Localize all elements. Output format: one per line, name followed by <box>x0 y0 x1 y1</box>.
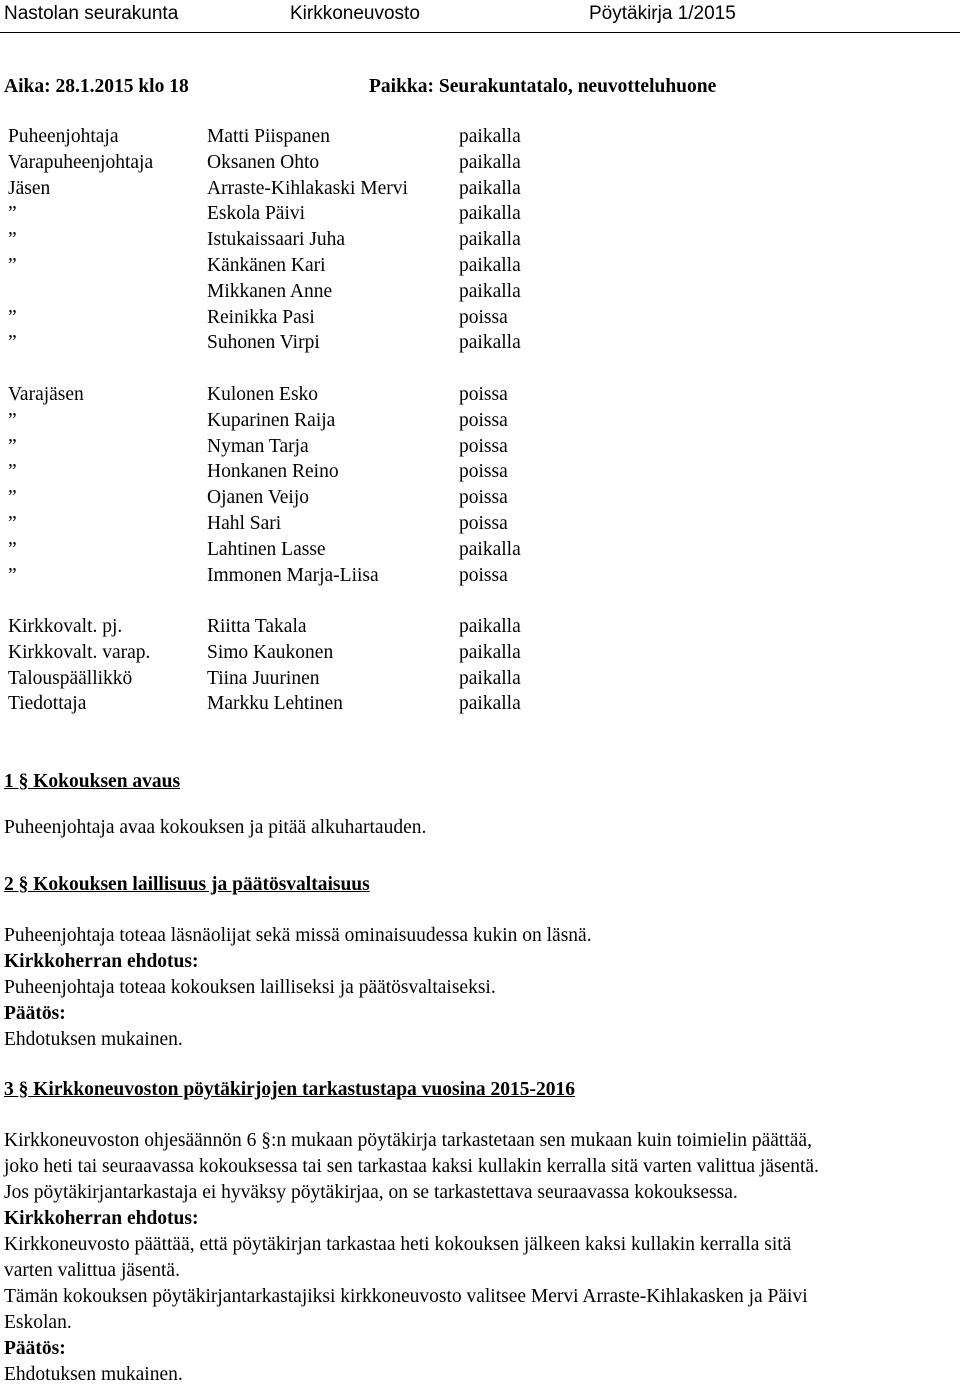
attendance-status: paikalla <box>459 126 521 147</box>
section-3-proposal2-line-1: Tämän kokouksen pöytäkirjantarkastajiksi kirkkoneuvosto valitsee Mervi Arraste-Kihlakasken ja Päivi <box>4 1286 808 1307</box>
header-body: Kirkkoneuvosto <box>290 3 420 24</box>
attendance-row <box>0 537 960 563</box>
attendance-status: paikalla <box>459 693 521 715</box>
attendee-name: Honkanen Reino <box>207 461 339 483</box>
attendance-row <box>0 330 960 356</box>
member-list <box>0 124 960 356</box>
section-3-heading: 3 § Kirkkoneuvoston pöytäkirjojen tarkastustapa vuosina 2015-2016 <box>4 1079 575 1100</box>
section-3 <box>4 1077 954 1388</box>
attendee-name: Immonen Marja-Liisa <box>207 564 379 586</box>
page-header <box>4 0 956 30</box>
meeting-place: Paikka: Seurakuntatalo, neuvotteluhuone <box>369 76 717 97</box>
attendance-row <box>0 382 960 408</box>
header-organization: Nastolan seurakunta <box>4 3 179 24</box>
section-3-para-line-2: joko heti tai seuraavassa kokouksessa tai sen tarkastaa kaksi kullakin kerralla sitä varten valittua jäsentä. <box>4 1156 819 1177</box>
section-2-proposal-label: Kirkkoherran ehdotus: <box>4 951 199 972</box>
attendance-row <box>0 124 960 150</box>
attendee-name: Istukaissaari Juha <box>207 229 346 251</box>
attendance-row <box>0 253 960 279</box>
attendee-name: Nyman Tarja <box>207 435 309 457</box>
attendance-row <box>0 201 960 227</box>
section-2-decision-label: Päätös: <box>4 1003 66 1024</box>
attendance-row <box>0 150 960 176</box>
attendance-status: poissa <box>459 487 508 509</box>
attendee-name: Simo Kaukonen <box>207 641 334 663</box>
attendance-status: paikalla <box>459 332 521 354</box>
attendance-status: paikalla <box>459 177 521 199</box>
section-3-proposal-line-2: varten valittua jäsentä. <box>4 1260 180 1281</box>
attendee-role: Jäsen <box>8 177 51 199</box>
attendance-status: poissa <box>459 384 508 405</box>
attendee-name: Mikkanen Anne <box>207 280 333 302</box>
attendee-name: Markku Lehtinen <box>207 693 343 715</box>
attendance-row <box>0 408 960 434</box>
attendee-role: ” <box>8 203 17 225</box>
section-3-decision-label: Päätös: <box>4 1338 66 1359</box>
attendee-name: Ojanen Veijo <box>207 487 309 509</box>
attendance-row <box>0 614 960 640</box>
attendance-status: paikalla <box>459 203 521 225</box>
attendee-name: Arraste-Kihlakaski Mervi <box>207 177 408 199</box>
section-2-decision: Ehdotuksen mukainen. <box>4 1029 183 1050</box>
attendance-status: poissa <box>459 409 508 431</box>
attendee-role: ” <box>8 461 17 483</box>
attendee-role: Varajäsen <box>8 384 84 405</box>
attendance-row <box>0 227 960 253</box>
attendee-role: ” <box>8 487 17 509</box>
attendance-status: paikalla <box>459 538 521 560</box>
attendance-row <box>0 459 960 485</box>
attendee-role: ” <box>8 564 17 586</box>
section-3-proposal-label: Kirkkoherran ehdotus: <box>4 1208 199 1229</box>
attendee-role: ” <box>8 306 17 328</box>
attendance-row <box>0 511 960 537</box>
attendance-row <box>0 666 960 692</box>
attendance-row <box>0 279 960 305</box>
attendee-role: Tiedottaja <box>8 693 87 715</box>
attendee-role: Talouspäällikkö <box>8 667 133 689</box>
section-1-text: Puheenjohtaja avaa kokouksen ja pitää alkuhartauden. <box>4 817 427 838</box>
attendance-row <box>0 691 960 717</box>
attendee-name: Kulonen Esko <box>207 384 319 405</box>
section-3-para-line-1: Kirkkoneuvoston ohjesäännön 6 §:n mukaan pöytäkirja tarkastetaan sen mukaan kuin toimielin päättää, <box>4 1130 812 1151</box>
attendance-status: paikalla <box>459 616 521 637</box>
attendance-row <box>0 305 960 331</box>
section-2 <box>4 872 954 1053</box>
attendee-name: Matti Piispanen <box>207 126 330 147</box>
section-3-proposal2-line-2: Eskolan. <box>4 1312 72 1333</box>
attendance-row <box>0 563 960 589</box>
attendee-role: ” <box>8 512 17 534</box>
attendee-role: ” <box>8 332 17 354</box>
section-2-proposal: Puheenjohtaja toteaa kokouksen lailliseksi ja päätösvaltaiseksi. <box>4 977 496 998</box>
attendance-status: poissa <box>459 461 508 483</box>
attendance-row <box>0 640 960 666</box>
attendance-status: poissa <box>459 435 508 457</box>
section-3-decision: Ehdotuksen mukainen. <box>4 1364 183 1385</box>
section-3-para-line-3: Jos pöytäkirjantarkastaja ei hyväksy pöytäkirjaa, on se tarkastettava seuraavassa kokouksessa. <box>4 1182 738 1203</box>
deputy-list <box>0 382 960 588</box>
attendee-role: ” <box>8 538 17 560</box>
attendee-name: Reinikka Pasi <box>207 306 315 328</box>
attendee-name: Känkänen Kari <box>207 254 326 276</box>
section-2-heading: 2 § Kokouksen laillisuus ja päätösvaltaisuus <box>4 874 370 895</box>
attendance-status: poissa <box>459 564 508 586</box>
attendee-role: ” <box>8 254 17 276</box>
official-list <box>0 614 960 717</box>
attendee-name: Oksanen Ohto <box>207 151 320 173</box>
section-3-proposal-line-1: Kirkkoneuvosto päättää, että pöytäkirjan tarkastaa heti kokouksen jälkeen kaksi kullakin kerralla sitä <box>4 1234 792 1255</box>
header-document: Pöytäkirja 1/2015 <box>589 3 736 24</box>
attendee-name: Lahtinen Lasse <box>207 538 326 560</box>
attendee-role: Kirkkovalt. pj. <box>8 616 123 637</box>
attendee-name: Hahl Sari <box>207 512 282 534</box>
attendee-name: Riitta Takala <box>207 616 307 637</box>
section-1-heading: 1 § Kokouksen avaus <box>4 771 181 792</box>
section-1 <box>4 769 954 841</box>
attendee-name: Suhonen Virpi <box>207 332 320 354</box>
attendee-role: ” <box>8 435 17 457</box>
attendance-status: poissa <box>459 512 508 534</box>
attendance-status: paikalla <box>459 254 521 276</box>
section-2-intro: Puheenjohtaja toteaa läsnäolijat sekä missä ominaisuudessa kukin on läsnä. <box>4 925 592 946</box>
attendance-row <box>0 176 960 202</box>
attendee-role: Varapuheenjohtaja <box>8 151 154 173</box>
attendee-name: Tiina Juurinen <box>207 667 320 689</box>
attendance-status: paikalla <box>459 151 521 173</box>
header-divider <box>0 32 960 33</box>
attendee-role: Puheenjohtaja <box>8 126 119 147</box>
attendance-status: paikalla <box>459 280 521 302</box>
attendee-role: ” <box>8 229 17 251</box>
attendance-status: paikalla <box>459 641 521 663</box>
meeting-time: Aika: 28.1.2015 klo 18 <box>4 76 189 97</box>
attendee-role: ” <box>8 409 17 431</box>
attendance-status: poissa <box>459 306 508 328</box>
attendee-name: Eskola Päivi <box>207 203 306 225</box>
attendee-role: Kirkkovalt. varap. <box>8 641 151 663</box>
attendance-row <box>0 434 960 460</box>
attendance-row <box>0 485 960 511</box>
meeting-info <box>4 74 954 100</box>
attendance-status: paikalla <box>459 667 521 689</box>
attendance-status: paikalla <box>459 229 521 251</box>
attendee-name: Kuparinen Raija <box>207 409 336 431</box>
